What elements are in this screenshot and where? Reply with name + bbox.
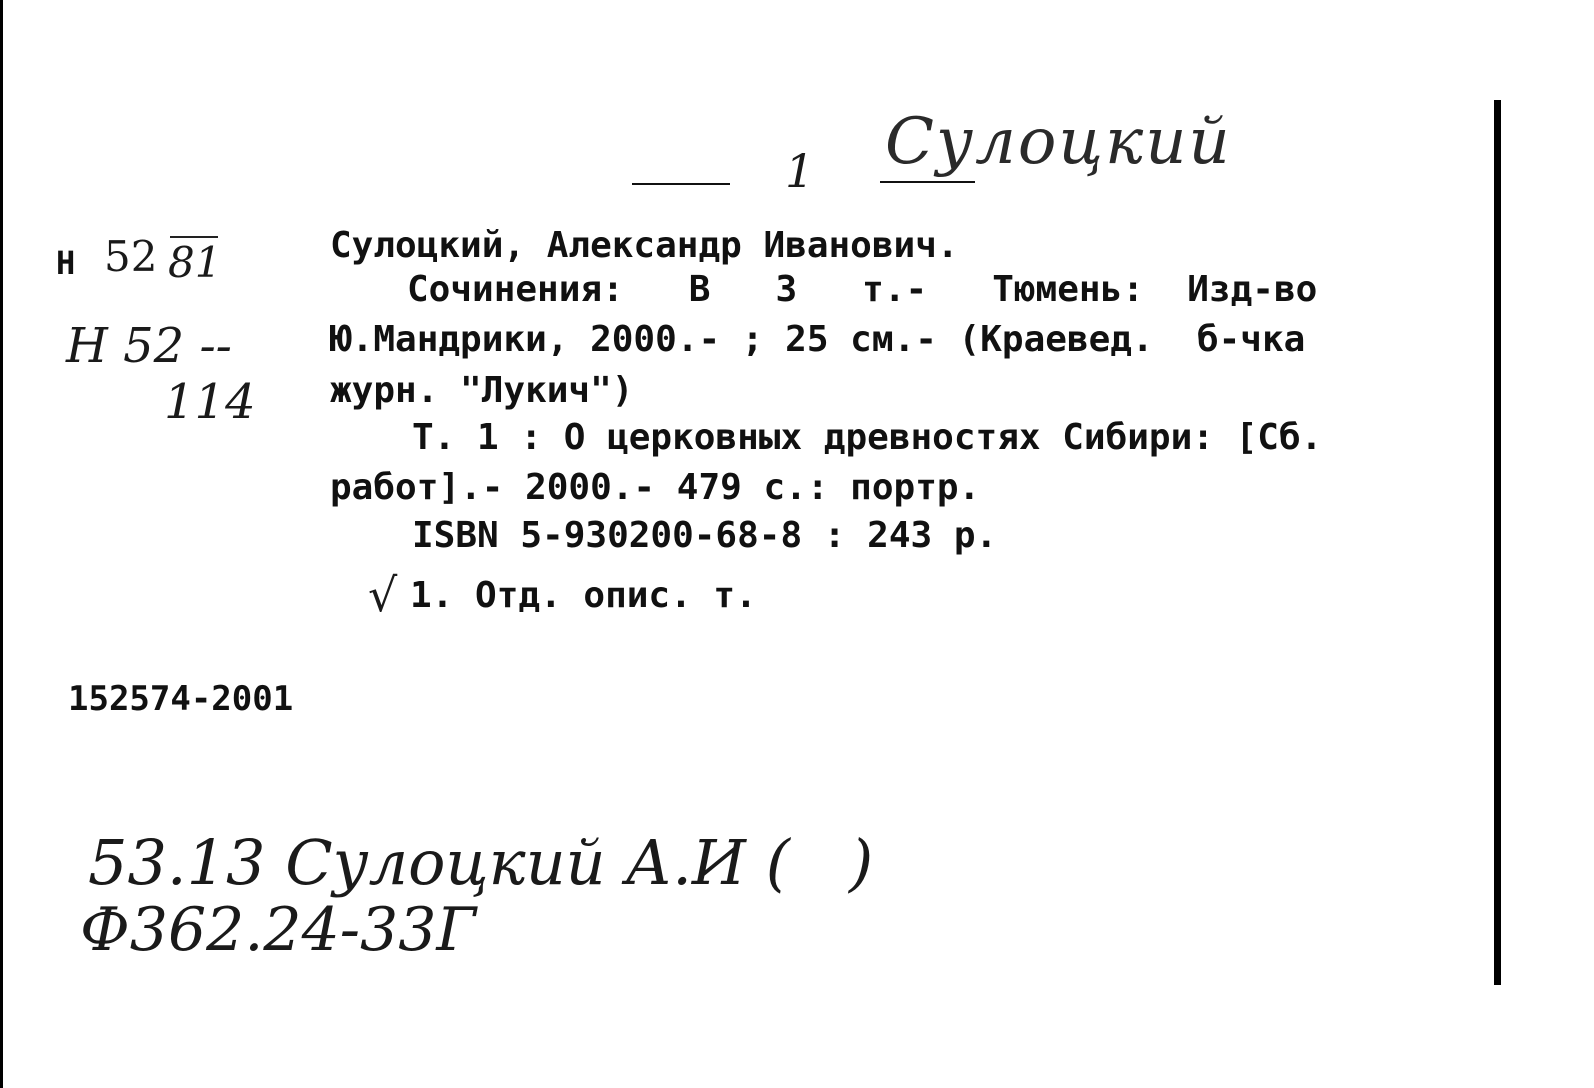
record-author: Сулоцкий, Александр Иванович. [330,225,959,266]
header-handwritten-name: Сулоцкий [885,105,1232,179]
header-dash [632,183,730,185]
record-series-line: журн. "Лукич") [330,370,634,411]
card-left-edge [0,0,3,1088]
record-note-line: 1. Отд. опис. т. [410,575,757,616]
inventory-number: 152574-2001 [68,679,294,719]
footer-handwritten-classification: 53.13 Сулоцкий А.И ( ) [88,826,874,899]
record-pages-line: работ].- 2000.- 479 с.: портр. [330,467,981,508]
footer-handwritten-code: Ф362.24-33Г [80,895,477,965]
shelf-mark-hand-line1-a: 52 [104,232,158,281]
shelf-mark-hand-line2: Н 52 -- [66,318,232,374]
record-isbn-line: ISBN 5-930200-68-8 : 243 р. [412,515,998,556]
record-title-line: Сочинения: В 3 т.- Тюмень: Изд-во [407,269,1318,310]
record-publisher-line: Ю.Мандрики, 2000.- ; 25 см.- (Краевед. б-чка [330,319,1306,360]
shelf-mark-hand-line3: 114 [164,374,256,430]
header-name-underline [880,181,975,183]
record-check-mark: √ [368,568,398,622]
header-handwritten-number: 1 [785,144,815,198]
shelf-mark-hand-line1-b: 81 [168,238,222,287]
record-volume-line: Т. 1 : О церковных древностях Сибири: [Сб. [412,417,1323,458]
card-right-bar [1494,100,1501,985]
shelf-mark-typed-prefix: Н [56,244,76,282]
